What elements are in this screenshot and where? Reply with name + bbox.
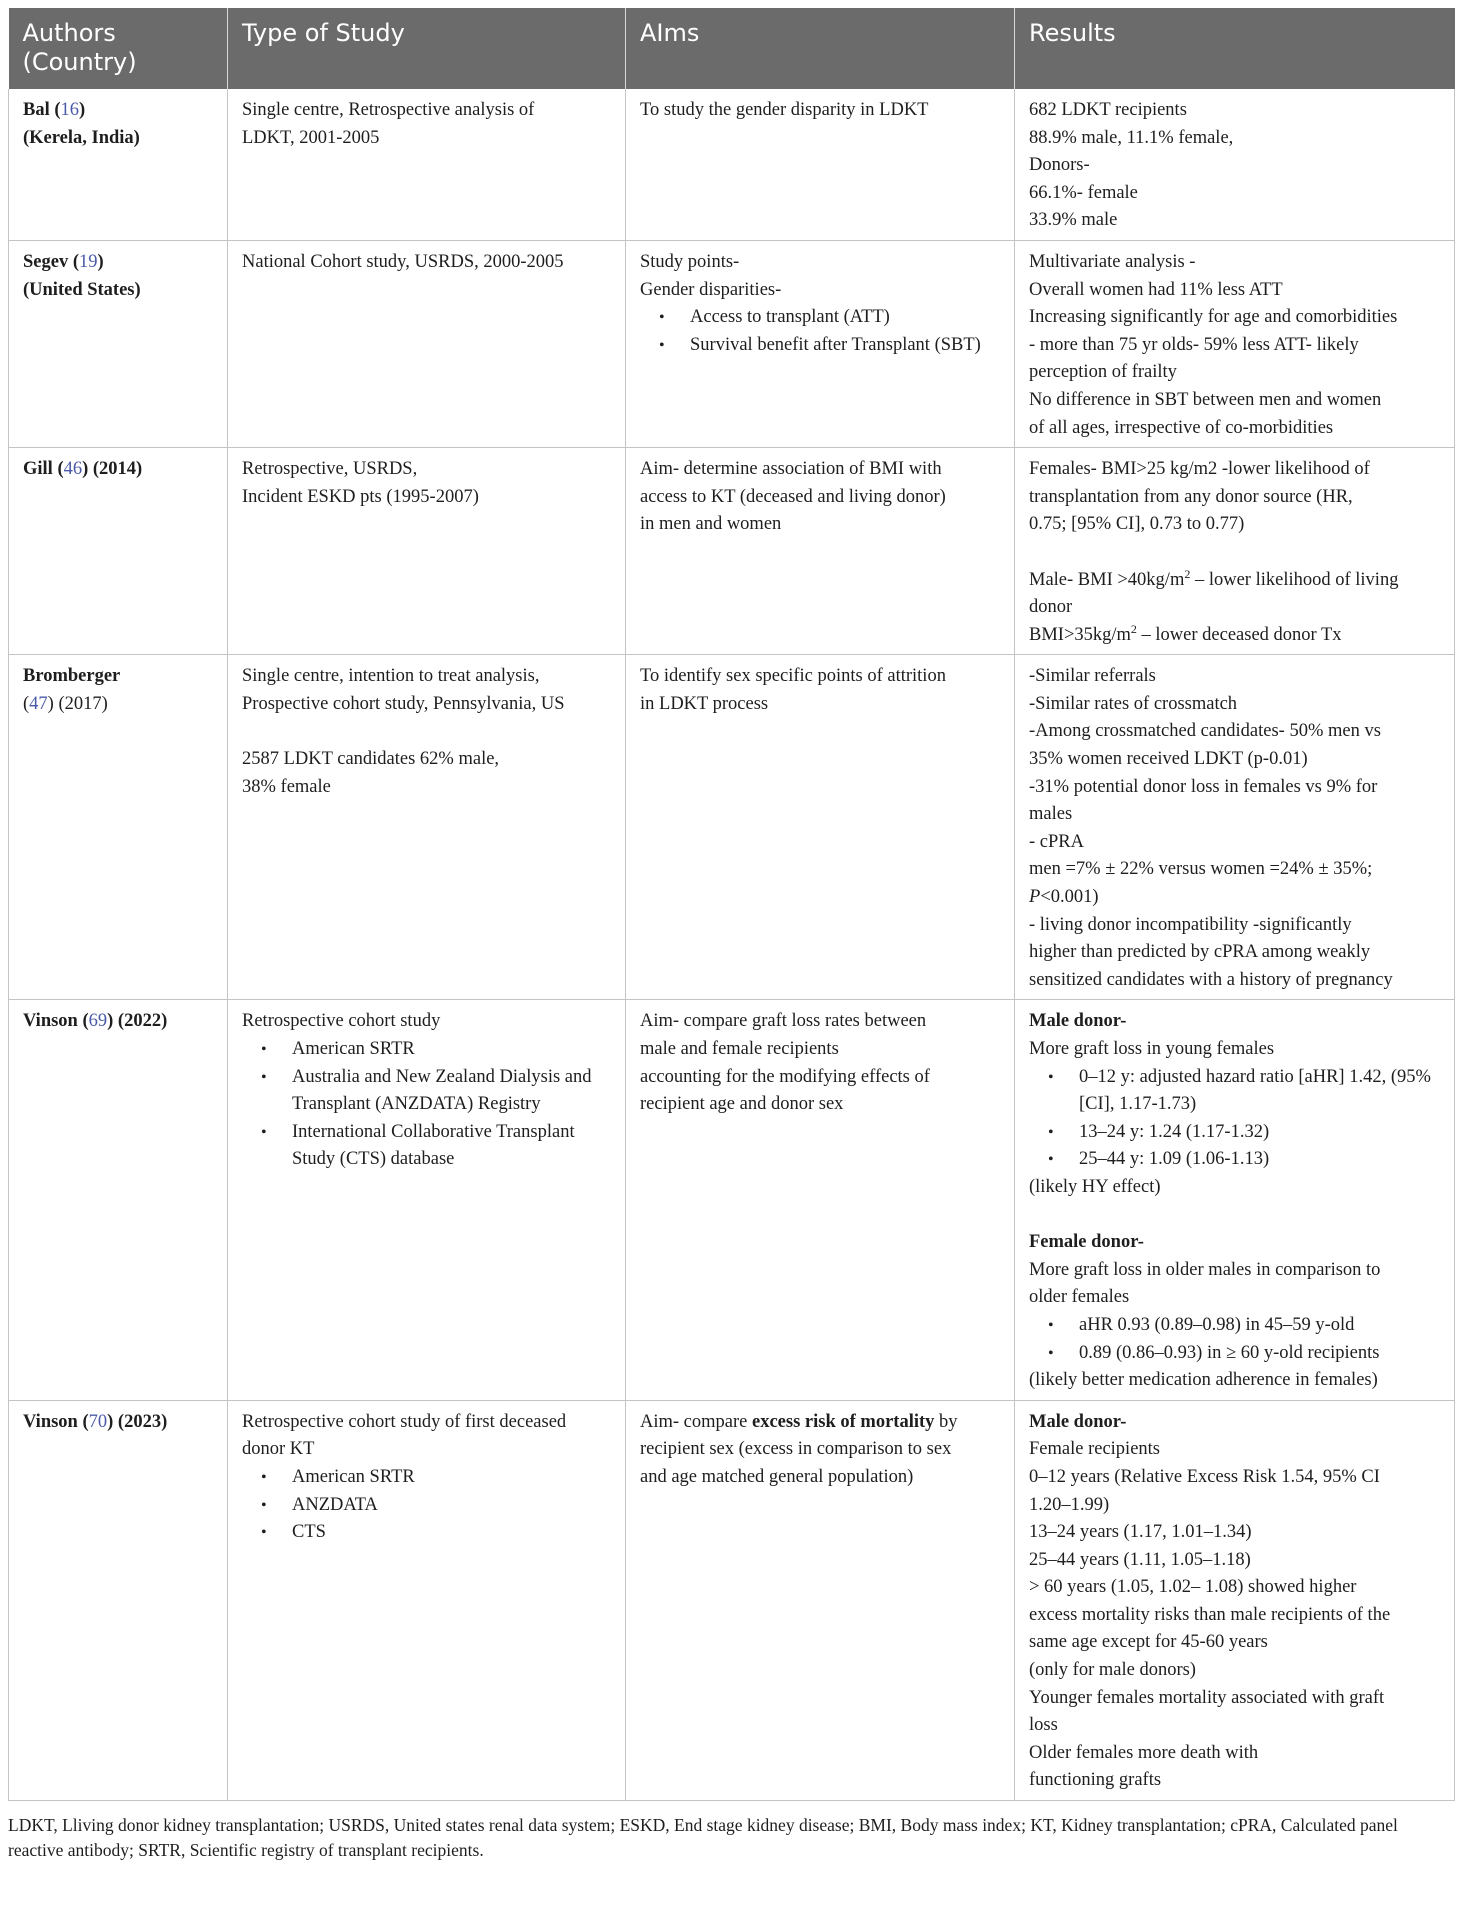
results-cell: Females- BMI>25 kg/m2 -lower likelihood of transplantation from any donor source (HR, 0.75; [95% CI], 0.73 to 0.77) Male- BMI $>40kg/m^2$ – lower likelihood of living donor $BMI>35kg/m^2$ – lower deceased donor Tx [1015, 448, 1455, 655]
author-name: Segev [23, 251, 69, 272]
author-name: Bal [23, 100, 50, 120]
list-item: • 0–12 y: adjusted hazard ratio [aHR] 1.42, (95% [CI], 1.17-1.73) [1079, 1064, 1440, 1119]
type-cell: Single centre, intention to treat analysis, Prospective cohort study, Pennsylvania, US 2587 LDKT candidates 62% male, 38% female [228, 655, 626, 1000]
type-cell: Single centre, Retrospective analysis of LDKT, 2001-2005 [228, 89, 626, 240]
list-item: • Access to transplant (ATT) [690, 304, 1000, 332]
list-item: • 25–44 y: 1.09 (1.06-1.13) [1079, 1146, 1440, 1174]
author-name: Vinson [23, 1011, 78, 1032]
author-cell: Vinson (70) (2023) [9, 1400, 228, 1800]
author-name: Gill [23, 459, 53, 480]
list-item: • American SRTR [292, 1464, 611, 1492]
male-donor-label: Male donor- [1029, 1411, 1127, 1432]
table-row [9, 89, 1455, 240]
reference-link[interactable]: 16 [60, 100, 80, 120]
reference-link[interactable]: 69 [88, 1011, 108, 1032]
header-aims: AIms [626, 8, 1015, 89]
header-type: Type of Study [228, 8, 626, 89]
results-cell: -Similar referrals -Similar rates of crossmatch -Among crossmatched candidates- 50% men vs 35% women received LDKT (p-0.01) -31% potential donor loss in females vs 9% for males - cPRA men =7% ± 22% versus women =24% ± 35%; P<0.001) - living donor incompatibility -significantly higher than predicted by cPRA among weakly sensitized candidates with a history of pregnancy [1015, 655, 1455, 1000]
author-country: (Kerela, India) [23, 127, 140, 148]
aims-cell: Aim- compare graft loss rates between male and female recipients accounting for the modifying effects of recipient age and donor sex [626, 1000, 1015, 1400]
table-footnote: LDKT, Lliving donor kidney transplantation; USRDS, United states renal data system; ESKD, End stage kidney disease; BMI, Body mass index; KT, Kidney transplantation; cPRA, Calculated panel reactive antibody; SRTR, Scientific registry of transplant recipients. [8, 1815, 1398, 1861]
type-list [242, 1464, 611, 1547]
author-cell: Bal (16) (Kerela, India) [9, 89, 228, 240]
list-item: • American SRTR [292, 1036, 611, 1064]
header-results: Results [1015, 8, 1455, 89]
type-cell: National Cohort study, USRDS, 2000-2005 [228, 240, 626, 447]
female-donor-label: Female donor- [1029, 1232, 1144, 1253]
list-item: • CTS [292, 1519, 611, 1547]
table-row [9, 240, 1455, 447]
aims-cell: To study the gender disparity in LDKT [626, 89, 1015, 240]
results-cell: 682 LDKT recipients 88.9% male, 11.1% female, Donors- 66.1%- female 33.9% male [1015, 89, 1455, 240]
reference-link[interactable]: 70 [88, 1411, 108, 1432]
type-list [242, 1036, 611, 1174]
list-item: • Survival benefit after Transplant (SBT) [690, 332, 1000, 360]
author-cell: Bromberger (47) (2017) [9, 655, 228, 1000]
list-item: • Australia and New Zealand Dialysis and Transplant (ANZDATA) Registry [292, 1064, 611, 1119]
list-item: • International Collaborative Transplant Study (CTS) database [292, 1119, 611, 1174]
list-item: • ANZDATA [292, 1492, 611, 1520]
type-cell: Retrospective cohort study • American SRTR • Australia and New Zealand Dialysis and Transplant (ANZDATA) Registry • International Collaborative Transplant Study (CTS) database [228, 1000, 626, 1400]
list-item: • 0.89 (0.86–0.93) in ≥ 60 y-old recipients [1079, 1340, 1440, 1368]
table-row [9, 1400, 1455, 1800]
table-row [9, 1000, 1455, 1400]
studies-table [8, 8, 1455, 1801]
author-cell: Segev (19) (United States) [9, 240, 228, 447]
list-item: • aHR 0.93 (0.89–0.98) in 45–59 y-old [1079, 1312, 1440, 1340]
author-name: Bromberger [23, 666, 121, 687]
type-cell: Retrospective, USRDS, Incident ESKD pts (1995-2007) [228, 448, 626, 655]
aims-cell: Aim- compare excess risk of mortality by recipient sex (excess in comparison to sex and age matched general population) [626, 1400, 1015, 1800]
table-header [9, 8, 1455, 89]
author-cell: Gill (46) (2014) [9, 448, 228, 655]
reference-link[interactable]: 19 [79, 251, 98, 272]
type-cell: Retrospective cohort study of first deceased donor KT • American SRTR • ANZDATA • CTS [228, 1400, 626, 1800]
aims-list [640, 304, 1000, 359]
table-row [9, 655, 1455, 1000]
author-name: Vinson [23, 1411, 78, 1432]
male-donor-list [1029, 1064, 1440, 1174]
list-item: • 13–24 y: 1.24 (1.17-1.32) [1079, 1119, 1440, 1147]
results-cell: Male donor- Female recipients 0–12 years (Relative Excess Risk 1.54, 95% CI 1.20–1.99) 13–24 years (1.17, 1.01–1.34) 25–44 years (1.11, 1.05–1.18) > 60 years (1.05, 1.02– 1.08) showed higher excess mortality risks than male recipients of the same age except for 45-60 years (only for male donors) Younger females mortality associated with graft loss Older females more death with functioning grafts [1015, 1400, 1455, 1800]
aims-cell: To identify sex specific points of attrition in LDKT process [626, 655, 1015, 1000]
table-row [9, 448, 1455, 655]
author-cell: Vinson (69) (2022) [9, 1000, 228, 1400]
author-country: (United States) [23, 279, 141, 300]
header-authors: Authors (Country) [9, 8, 228, 89]
reference-link[interactable]: 46 [63, 459, 83, 480]
aims-cell: Study points- Gender disparities- • Access to transplant (ATT) • Survival benefit after Transplant (SBT) [626, 240, 1015, 447]
results-cell: Male donor- More graft loss in young females • 0–12 y: adjusted hazard ratio [aHR] 1.42, (95% [CI], 1.17-1.73) • 13–24 y: 1.24 (1.17-1.32) • 25–44 y: 1.09 (1.06-1.13) (likely HY effect) Female donor- More graft loss in older males in comparison to older females • aHR 0.93 (0.89–0.98) in 45–59 y-old • 0.89 (0.86–0.93) in ≥ 60 y-old recipients (likely better medication adherence in females) [1015, 1000, 1455, 1400]
male-donor-label: Male donor- [1029, 1011, 1127, 1032]
reference-link[interactable]: 47 [29, 693, 48, 714]
female-donor-list [1029, 1312, 1440, 1367]
aims-cell: Aim- determine association of BMI with access to KT (deceased and living donor) in men and women [626, 448, 1015, 655]
results-cell: Multivariate analysis - Overall women had 11% less ATT Increasing significantly for age and comorbidities - more than 75 yr olds- 59% less ATT- likely perception of frailty No difference in SBT between men and women of all ages, irrespective of co-morbidities [1015, 240, 1455, 447]
table-page [8, 8, 1454, 1863]
